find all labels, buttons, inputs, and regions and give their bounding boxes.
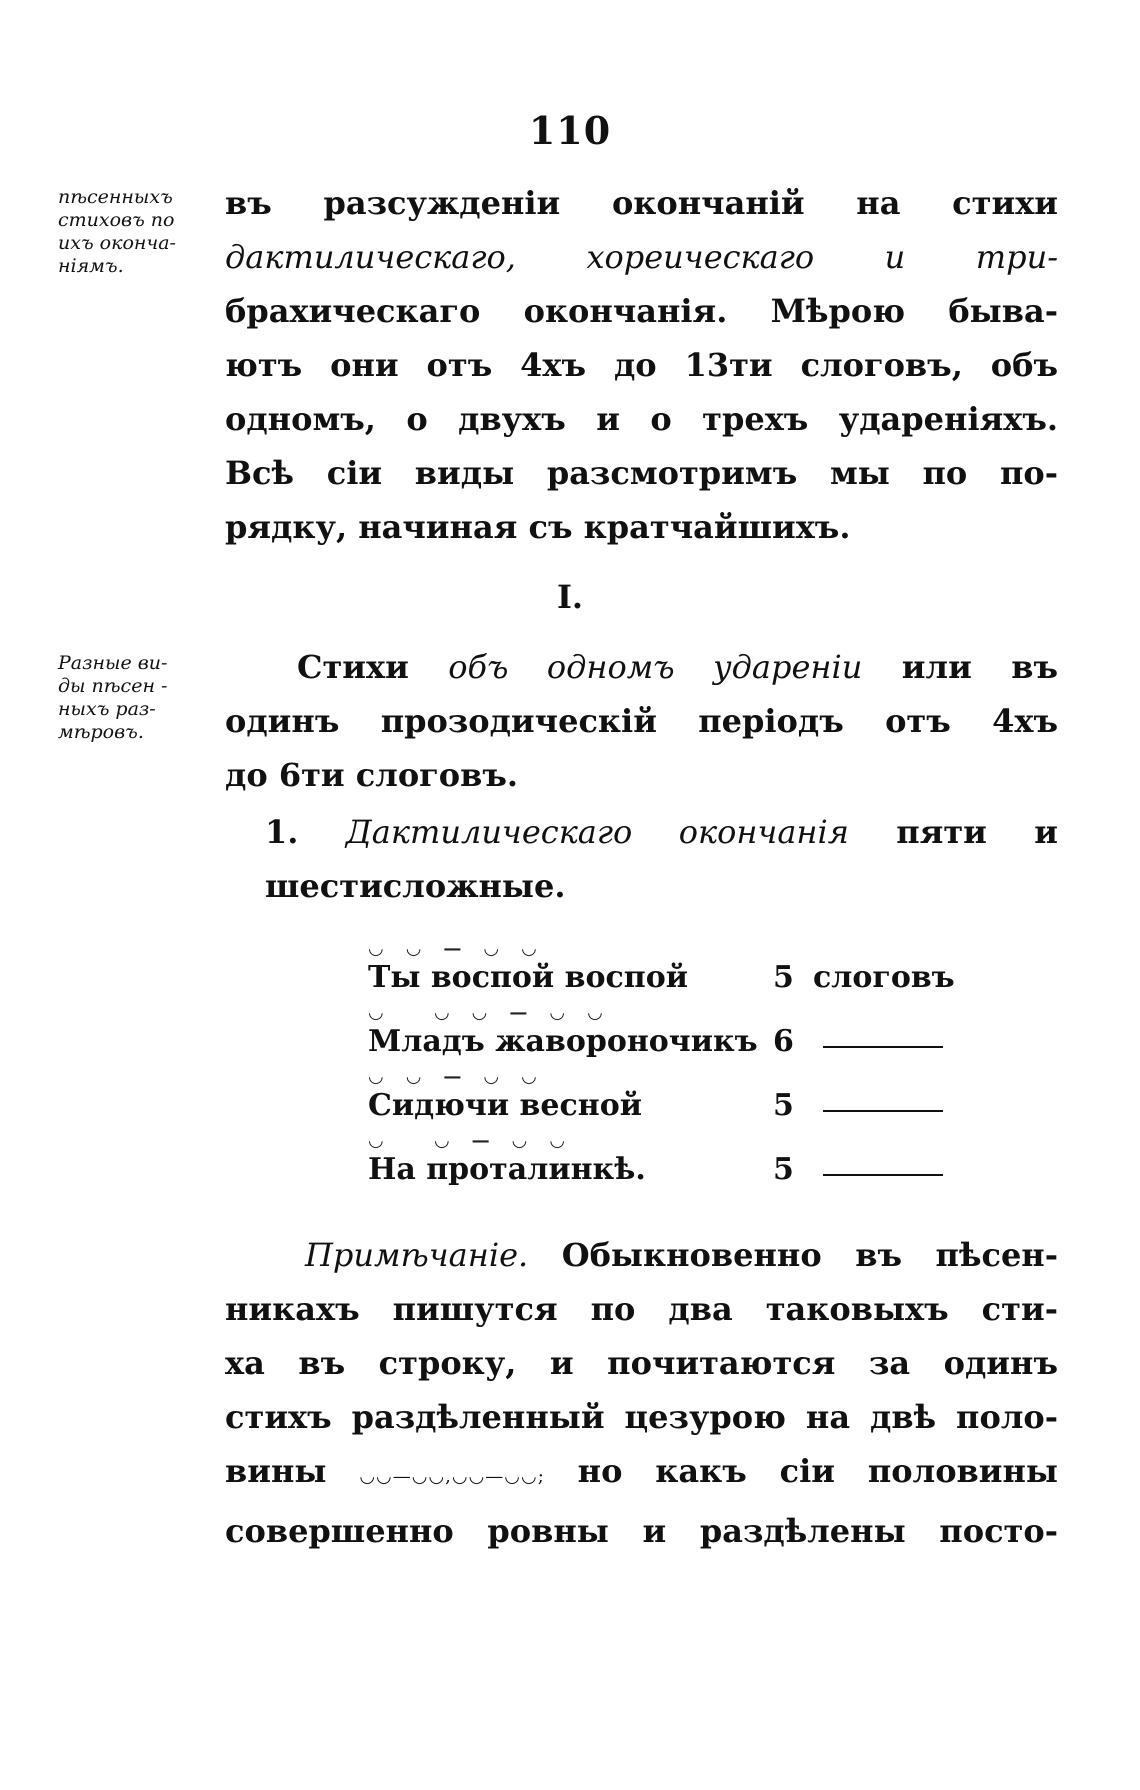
meter-scheme: ◡◡—◡◡ — [368, 1066, 559, 1087]
text-line — [265, 805, 1058, 859]
paragraph-one-stress — [225, 640, 1058, 802]
syllable-count: 5 — [773, 1088, 794, 1123]
syllable-count: 5 — [773, 960, 794, 995]
verse-line — [368, 1002, 968, 1068]
margin-note-line: стиховъ по — [58, 209, 175, 231]
meter-scheme: ◡◡—◡◡ — [368, 938, 559, 959]
text-line: шестисложные. — [265, 867, 566, 905]
verse-line — [368, 1066, 968, 1132]
text-span: вины — [225, 1452, 360, 1490]
margin-note-meters-by-endings — [58, 186, 228, 278]
inline-meter-scheme: ◡◡—◡◡,◡◡—◡◡; — [359, 1466, 545, 1487]
item-dactylic — [265, 805, 1058, 913]
syllable-word: слоговъ — [813, 960, 955, 995]
margin-note-line: ды пѣсен - — [58, 675, 168, 697]
verse-text: Сидючи весной — [368, 1088, 642, 1123]
meter-scheme: ◡ ◡◡—◡◡ — [368, 1002, 625, 1023]
text-line: до 6ти слоговъ. — [225, 756, 519, 794]
text-line: дактилическаго, хореическаго и три- — [225, 238, 1058, 276]
item-number: 1. — [265, 813, 299, 851]
syllable-count: 6 — [773, 1024, 794, 1059]
margin-note-song-meters — [58, 652, 228, 744]
ditto-dash — [823, 1110, 943, 1112]
text-line — [225, 1228, 1058, 1282]
ditto-dash — [823, 1046, 943, 1048]
italic-phrase: объ одномъ удареніи — [448, 648, 863, 686]
text-span: Стихи — [297, 648, 449, 686]
margin-note-line: мѣровъ. — [58, 721, 144, 743]
text-line: рядку, начиная съ кратчайшихъ. — [225, 508, 851, 546]
text-span: но какъ сіи половины — [544, 1452, 1059, 1490]
italic-phrase: Дактилическаго окончанія — [345, 813, 849, 851]
paragraph-note — [225, 1228, 1058, 1558]
margin-note-line: ихъ оконча- — [58, 232, 176, 254]
verse-text: Младъ жавороночикъ — [368, 1024, 758, 1059]
text-line: никахъ пишутся по два таковыхъ сти- — [225, 1290, 1058, 1328]
section-number: I. — [556, 578, 584, 616]
ditto-dash — [823, 1174, 943, 1176]
paragraph-endings — [225, 176, 1058, 554]
text-line: одинъ прозодическій періодъ отъ 4хъ — [225, 702, 1058, 740]
text-line — [225, 1444, 1058, 1504]
verse-line — [368, 1130, 968, 1196]
verse-line — [368, 938, 968, 1004]
text-span: пяти и — [848, 813, 1059, 851]
syllable-count: 5 — [773, 1152, 794, 1187]
margin-note-line: Разные ви- — [58, 652, 168, 674]
text-line: брахическаго окончанія. Мѣрою быва- — [225, 292, 1058, 330]
text-line: ютъ они отъ 4хъ до 13ти слоговъ, объ — [225, 346, 1058, 384]
text-line: Всѣ сіи виды разсмотримъ мы по по- — [225, 454, 1058, 492]
verse-text: На проталинкѣ. — [368, 1152, 646, 1187]
text-line: въ разсужденіи окончаній на стихи — [225, 184, 1058, 222]
text-span: или въ — [862, 648, 1059, 686]
page-number: 110 — [528, 108, 612, 153]
margin-note-line: ныхъ раз- — [58, 698, 156, 720]
text-line: ха въ строку, и почитаются за одинъ — [225, 1344, 1058, 1382]
text-line: одномъ, о двухъ и о трехъ удареніяхъ. — [225, 400, 1058, 438]
text-line — [225, 640, 1058, 694]
note-label: Примѣчаніе. — [305, 1236, 529, 1274]
text-line: стихъ раздѣленный цезурою на двѣ поло- — [225, 1398, 1058, 1436]
margin-note-line: пѣсенныхъ — [58, 186, 173, 208]
meter-scheme: ◡ ◡—◡◡ — [368, 1130, 588, 1151]
text-span: Обыкновенно въ пѣсен- — [528, 1236, 1058, 1274]
margin-note-line: ніямъ. — [58, 255, 124, 277]
verse-text: Ты воспой воспой — [368, 960, 688, 995]
text-line: совершенно ровны и раздѣлены посто- — [225, 1512, 1058, 1550]
